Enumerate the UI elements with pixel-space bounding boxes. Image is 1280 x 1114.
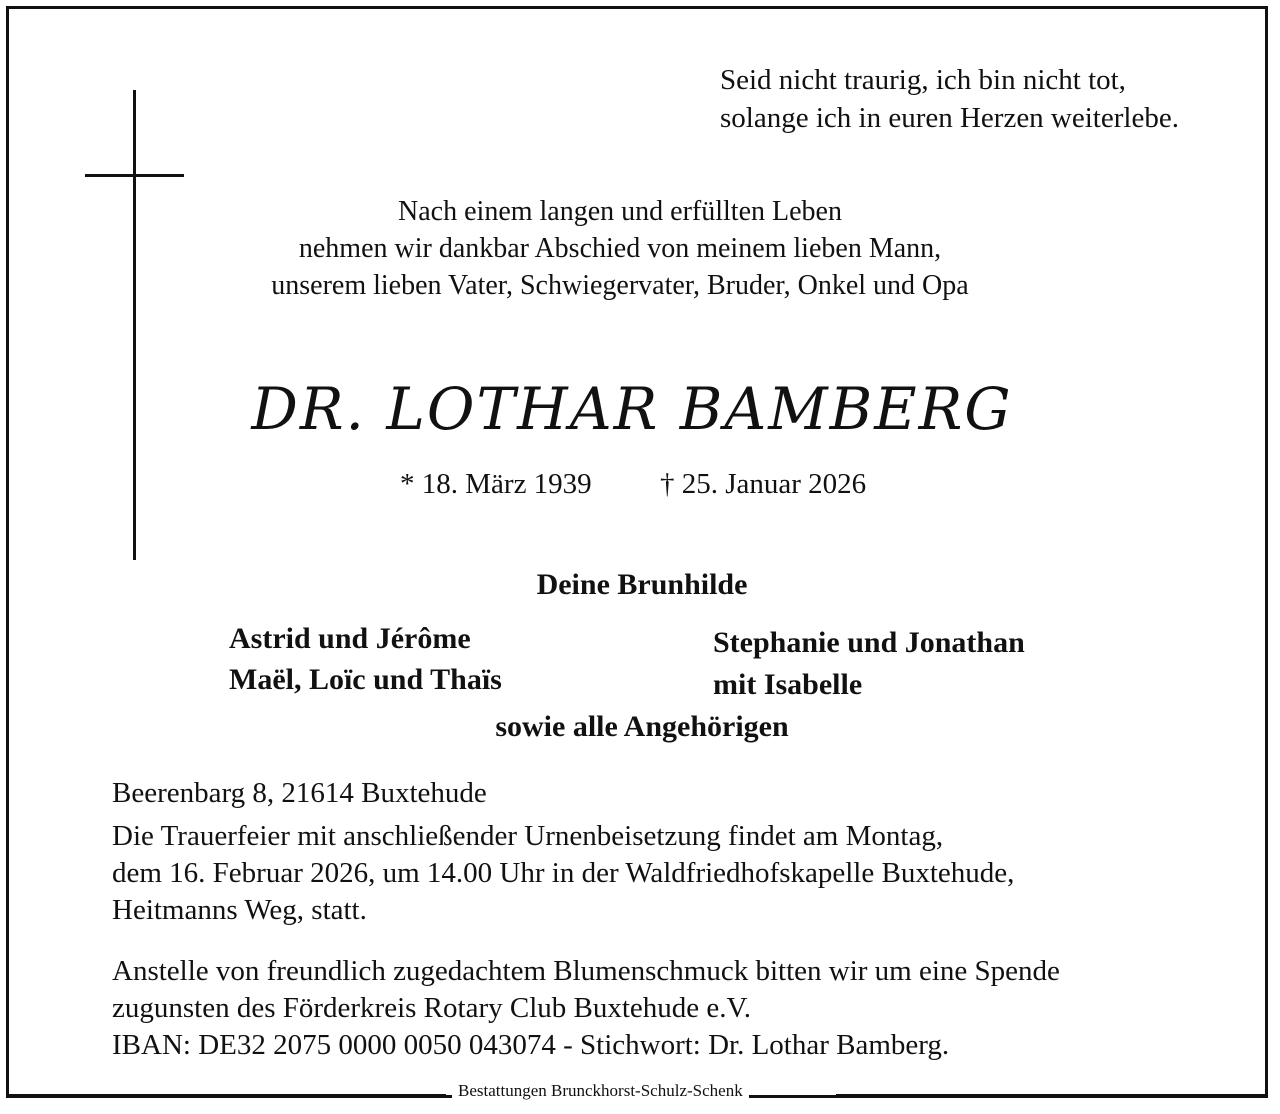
ceremony-line-1: Die Trauerfeier mit anschließender Urnenbeisetzung findet am Montag, (112, 820, 944, 852)
other-relatives: sowie alle Angehörigen (495, 710, 789, 743)
donation-line-3: IBAN: DE32 2075 0000 0050 043074 - Stichwort: Dr. Lothar Bamberg. (112, 1029, 950, 1061)
funeral-home-name: Bestattungen Brunckhorst-Schulz-Schenk (452, 1082, 749, 1099)
footer-rule-right (836, 1094, 1268, 1098)
family-right-line-2: mit Isabelle (713, 668, 863, 701)
birth-date: * 18. März 1939 (400, 468, 592, 500)
deceased-name: DR. LOTHAR BAMBERG (251, 375, 1013, 443)
intro-line-1: Nach einem langen und erfüllten Leben (398, 196, 842, 227)
ceremony-line-2: dem 16. Februar 2026, um 14.00 Uhr in der Waldfriedhofskapelle Buxtehude, (112, 857, 1015, 889)
notice-border (6, 6, 1268, 1098)
intro-text (0, 193, 1260, 304)
address: Beerenbarg 8, 21614 Buxtehude (112, 777, 487, 809)
donation-info (112, 953, 1060, 1064)
family-left-line-2: Maël, Loïc und Thaïs (229, 663, 502, 696)
footer-rule-left (6, 1094, 446, 1098)
donation-line-2: zugunsten des Förderkreis Rotary Club Buxtehude e.V. (112, 992, 751, 1024)
quote (720, 61, 1179, 137)
donation-line-1: Anstelle von freundlich zugedachtem Blumenschmuck bitten wir um eine Spende (112, 955, 1060, 987)
intro-line-2: nehmen wir dankbar Abschied von meinem lieben Mann, (298, 233, 942, 264)
ceremony-info (112, 818, 1014, 929)
quote-line-2: solange ich in euren Herzen weiterlebe. (720, 102, 1179, 134)
spouse-name: Deine Brunhilde (536, 568, 748, 601)
death-date: † 25. Januar 2026 (660, 468, 867, 500)
quote-line-1: Seid nicht traurig, ich bin nicht tot, (720, 64, 1126, 96)
cross-icon-horizontal (85, 174, 184, 177)
family-left-line-1: Astrid und Jérôme (229, 622, 471, 655)
cross-icon-vertical (133, 90, 136, 560)
family-right (713, 622, 1025, 706)
family-right-line-1: Stephanie und Jonathan (713, 626, 1025, 659)
intro-line-3: unserem lieben Vater, Schwiegervater, Bruder, Onkel und Opa (271, 270, 969, 301)
family-left (229, 618, 502, 700)
ceremony-line-3: Heitmanns Weg, statt. (112, 894, 367, 926)
